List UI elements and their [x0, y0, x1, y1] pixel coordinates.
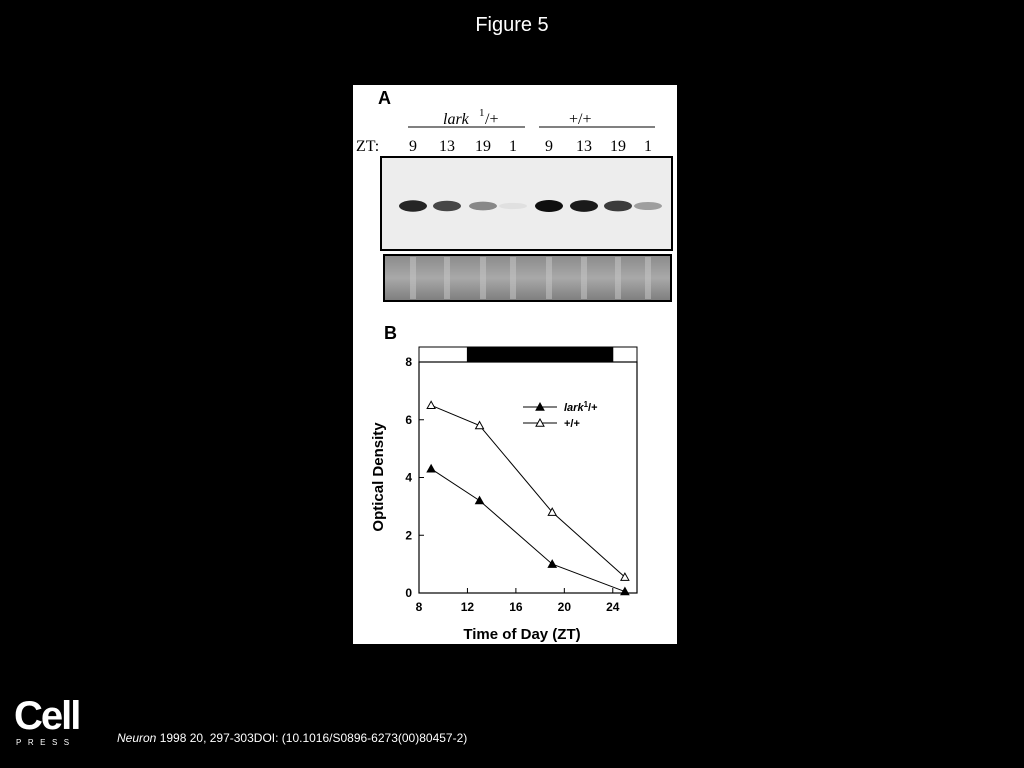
zt-prefix: ZT: [356, 138, 380, 155]
protein-band [535, 200, 563, 212]
y-axis-ticks [405, 355, 424, 600]
lane-label: 19 [475, 138, 491, 155]
y-tick-label: 2 [405, 528, 412, 543]
data-point-series-0 [621, 588, 629, 595]
light-dark-bar [419, 347, 637, 362]
group-lark-label: lark [443, 111, 469, 128]
gel-lane-streak [510, 257, 516, 299]
lane-label: 13 [439, 138, 455, 155]
protein-band [499, 203, 527, 209]
lane-label: 19 [610, 138, 626, 155]
gel-lane-streak [615, 257, 621, 299]
optical-density-chart [370, 347, 637, 643]
protein-band [634, 202, 662, 210]
series-line-1 [431, 405, 625, 577]
x-tick-label: 24 [606, 600, 620, 614]
x-axis-ticks [416, 588, 620, 614]
data-point-series-0 [427, 465, 435, 472]
x-tick-label: 20 [557, 600, 572, 614]
figure-svg [353, 85, 677, 644]
figure-panel [353, 85, 677, 644]
lane-labels [409, 138, 652, 155]
citation-journal: Neuron [117, 731, 157, 745]
group-wt-label: +/+ [569, 111, 592, 128]
series-line-0 [431, 469, 625, 592]
gel-lane-streak [480, 257, 486, 299]
y-tick-label: 8 [405, 355, 412, 369]
protein-band [469, 202, 497, 211]
panel-b-label: B [384, 323, 397, 343]
cell-press-logo [14, 694, 84, 748]
panel-a-label: A [378, 88, 391, 108]
citation [117, 731, 467, 745]
y-tick-label: 6 [405, 412, 412, 427]
figure-title: Figure 5 [475, 14, 549, 36]
data-point-series-0 [476, 497, 484, 504]
gel-lane-streak [581, 257, 587, 299]
lane-label: 1 [644, 138, 652, 155]
protein-band [399, 200, 427, 211]
protein-band [604, 201, 632, 212]
y-axis-label: Optical Density [370, 422, 387, 532]
legend-label: +/+ [564, 418, 580, 430]
logo-press: PRESS [16, 738, 76, 747]
x-tick-label: 8 [415, 600, 423, 614]
gel-lane-streak [546, 257, 552, 299]
series-points [427, 401, 629, 594]
lane-label: 13 [576, 138, 592, 155]
y-tick-label: 0 [405, 586, 412, 600]
x-tick-label: 16 [509, 600, 523, 614]
x-axis-label: Time of Day (ZT) [463, 626, 581, 643]
protein-band [433, 201, 461, 212]
legend-label: lark$^1$/+ [564, 400, 598, 414]
lane-label: 1 [509, 138, 517, 155]
loading-control-gel [384, 255, 671, 301]
x-tick-label: 12 [460, 600, 475, 614]
dark-period-segment [467, 347, 612, 362]
group-lark-rest: /+ [485, 111, 499, 128]
lane-label: 9 [545, 138, 553, 155]
gel-lane-streak [444, 257, 450, 299]
citation-details: 1998 20, 297-303DOI: (10.1016/S0896-6273(00)80457-2) [156, 731, 468, 745]
lane-label: 9 [409, 138, 417, 155]
series-lines [431, 405, 625, 591]
logo-word: Cell [14, 694, 80, 738]
protein-band [570, 200, 598, 212]
light-period-segment [613, 347, 637, 362]
group-lark-sup: 1 [479, 107, 485, 119]
gel-lane-streak [410, 257, 416, 299]
light-period-segment [419, 347, 467, 362]
y-tick-label: 4 [405, 470, 412, 485]
gel-lane-streak [645, 257, 651, 299]
data-point-series-1 [427, 401, 435, 408]
data-point-series-1 [476, 422, 484, 429]
chart-legend [523, 400, 598, 430]
